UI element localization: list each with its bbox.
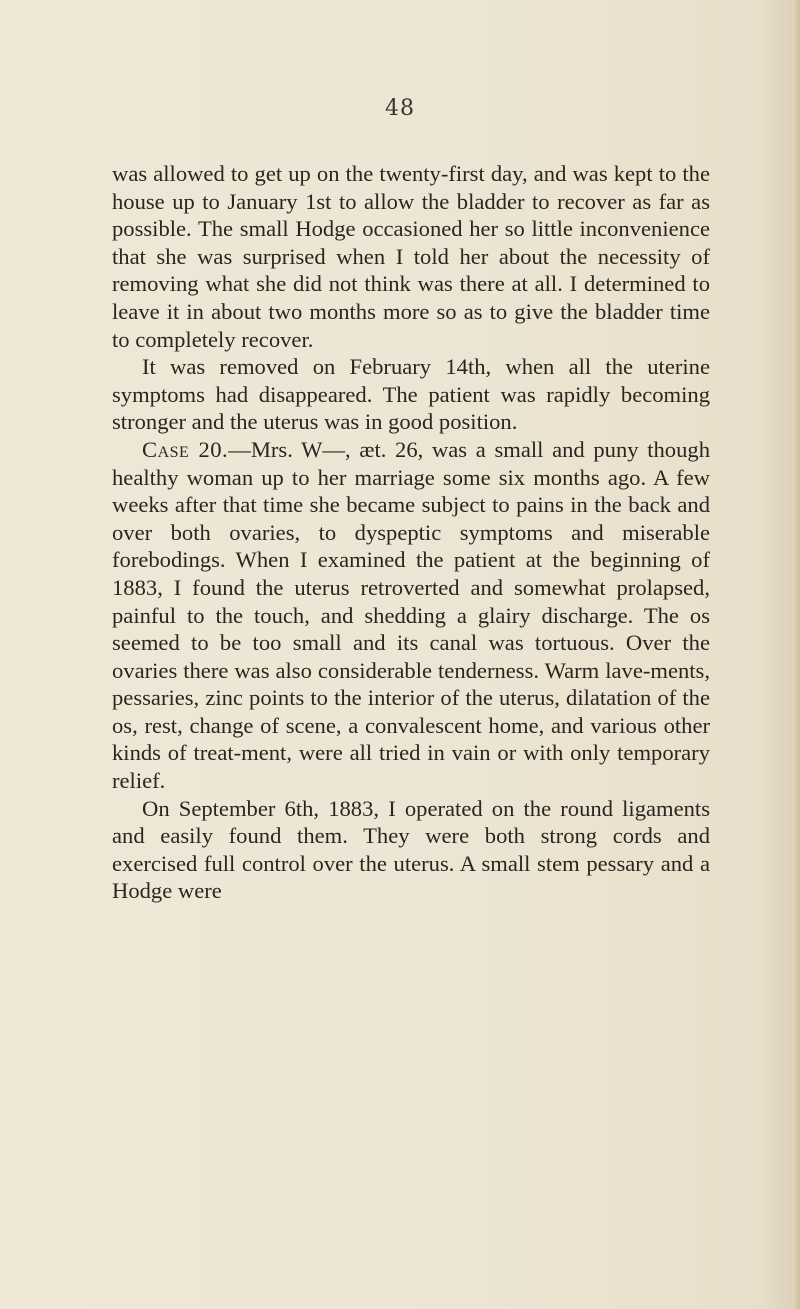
- paragraph-operation: On September 6th, 1883, I operated on the round ligaments and easily found them. They were both strong cords and exercised full control over the uterus. A small stem pessary and a Hodge were: [112, 795, 710, 904]
- case-20-text: —Mrs. W—, æt. 26, was a small and puny though healthy woman up to her marriage some six months ago. A few weeks after that time she became subject to pains in the back and over both ovaries, to dyspeptic symptoms and miserable forebodings. When I examined the patient at the beginning of 1883, I found the uterus retroverted and somewhat prolapsed, painful to the touch, and shedding a glairy discharge. The os seemed to be too small and its canal was tortuous. Over the ovaries there was also considerable tenderness. Warm lave-ments, pessaries, zinc points to the interior of the uterus, dilatation of the os, rest, change of scene, a convalescent home, and various other kinds of treat-ment, were all tried in vain or with only temporary relief.: [112, 436, 710, 794]
- paragraph-continuation: was allowed to get up on the twenty-first day, and was kept to the house up to January 1st to allow the bladder to recover as far as possible. The small Hodge occasioned her so little inconvenience that she was surprised when I told her about the necessity of removing what she did not think was there at all. I determined to leave it in about two months more so as to give the bladder time to completely recover.: [112, 161, 710, 352]
- page-number: 48: [385, 96, 415, 121]
- paragraph-case-20: [112, 436, 710, 795]
- paragraph-removal: It was removed on February 14th, when all the uterine symptoms had disappeared. The patient was rapidly becoming stronger and the uterus was in good position.: [112, 354, 710, 435]
- body-text: [112, 160, 710, 905]
- page-edge: [792, 0, 800, 1309]
- case-label: Case 20.: [142, 436, 229, 462]
